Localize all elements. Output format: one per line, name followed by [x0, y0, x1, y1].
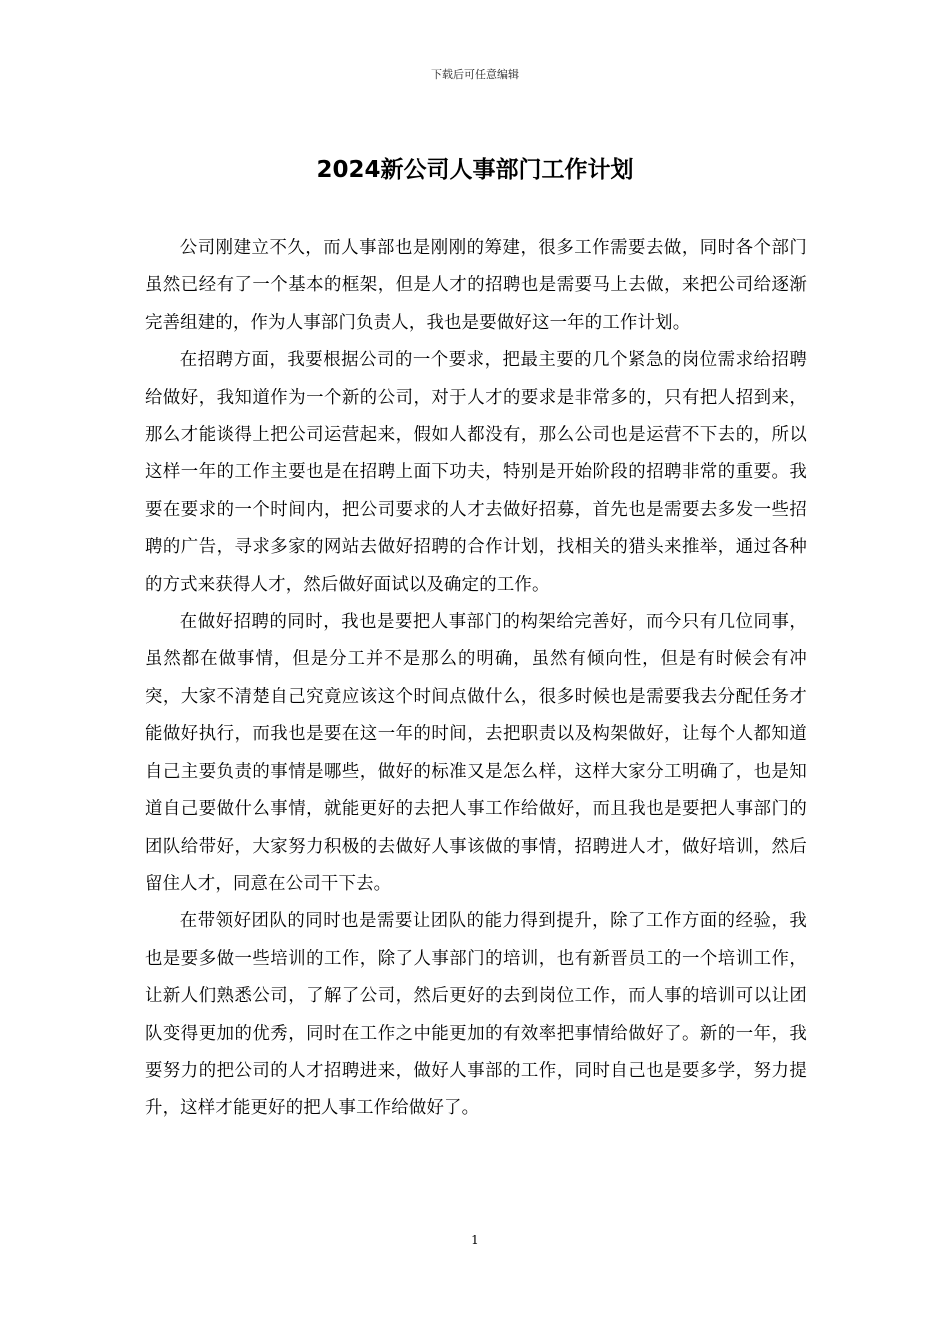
page-number: 1: [471, 1233, 479, 1247]
header-note: 下载后可任意编辑: [431, 68, 519, 81]
document-body: [145, 230, 807, 1128]
paragraph-1: 公司刚建立不久，而人事部也是刚刚的筹建，很多工作需要去做，同时各个部门虽然已经有了一个基本的框架，但是人才的招聘也是需要马上去做，来把公司给逐渐完善组建的，作为人事部门负责人，我也是要做好这一年的工作计划。: [145, 238, 807, 333]
paragraph-4: 在带领好团队的同时也是需要让团队的能力得到提升，除了工作方面的经验，我也是要多做一些培训的工作，除了人事部门的培训，也有新晋员工的一个培训工作，让新人们熟悉公司，了解了公司，然后更好的去到岗位工作，而人事的培训可以让团队变得更加的优秀，同时在工作之中能更加的有效率把事情给做好了。新的一年，我要努力的把公司的人才招聘进来，做好人事部的工作，同时自己也是要多学，努力提升，这样才能更好的把人事工作给做好了。: [145, 911, 807, 1119]
paragraph-3: 在做好招聘的同时，我也是要把人事部门的构架给完善好，而今只有几位同事，虽然都在做事情，但是分工并不是那么的明确，虽然有倾向性，但是有时候会有冲突，大家不清楚自己究竟应该这个时间点做什么，很多时候也是需要我去分配任务才能做好执行，而我也是要在这一年的时间，去把职责以及构架做好，让每个人都知道自己主要负责的事情是哪些，做好的标准又是怎么样，这样大家分工明确了，也是知道自己要做什么事情，就能更好的去把人事工作给做好，而且我也是要把人事部门的团队给带好，大家努力积极的去做好人事该做的事情，招聘进人才，做好培训，然后留住人才，同意在公司干下去。: [145, 612, 807, 894]
document-title: 2024新公司人事部门工作计划: [316, 157, 634, 183]
paragraph-2: 在招聘方面，我要根据公司的一个要求，把最主要的几个紧急的岗位需求给招聘给做好，我知道作为一个新的公司，对于人才的要求是非常多的，只有把人招到来，那么才能谈得上把公司运营起来，假如人都没有，那么公司也是运营不下去的，所以这样一年的工作主要也是在招聘上面下功夫，特别是开始阶段的招聘非常的重要。我要在要求的一个时间内，把公司要求的人才去做好招募，首先也是需要去多发一些招聘的广告，寻求多家的网站去做好招聘的合作计划，找相关的猎头来推举，通过各种的方式来获得人才，然后做好面试以及确定的工作。: [145, 350, 807, 595]
